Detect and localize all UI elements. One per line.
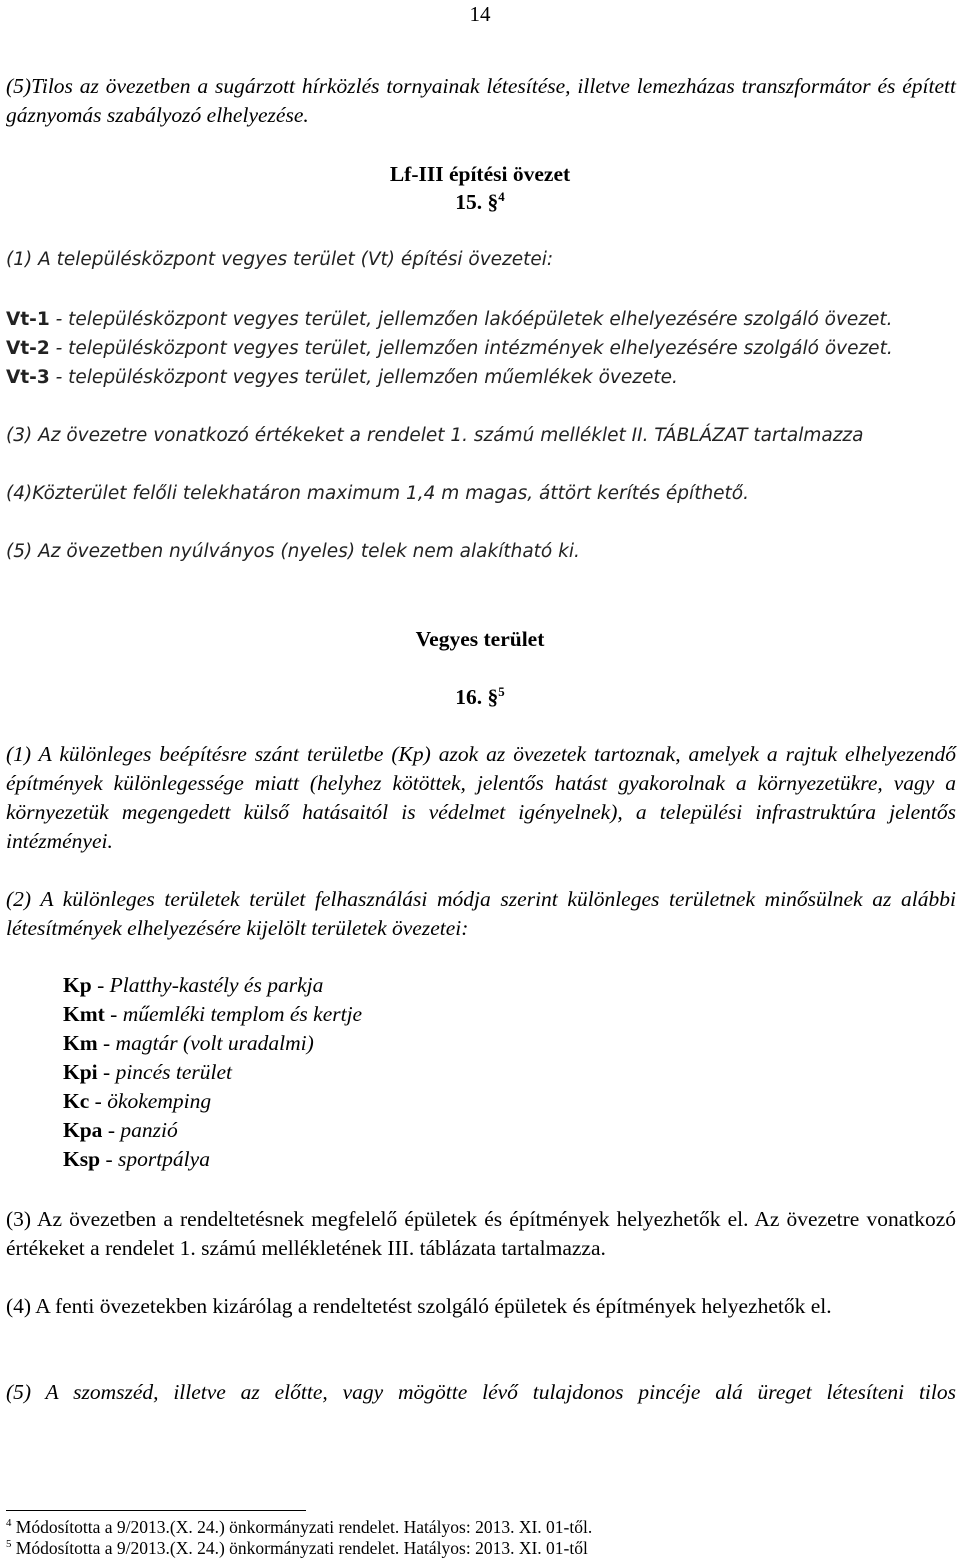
zone-item [63,1087,362,1116]
paragraph-s15-4: (4)Közterület felőli telekhatáron maximum 1,4 m magas, áttört kerítés építhető. [6,483,750,504]
vt-code: Vt-1 [6,309,50,330]
zone-code: Ksp [63,1147,101,1171]
zone-desc: - műemléki templom és kertje [104,1002,363,1026]
zone-desc: - Platthy-kastély és parkja [91,973,324,997]
vt-desc: - településközpont vegyes terület, jellemzően műemlékek övezete. [49,367,678,388]
footnote-4 [6,1516,592,1538]
zone-code: Kpa [63,1118,103,1142]
paragraph-s16-5: (5) A szomszéd, illetve az előtte, vagy mögötte lévő tulajdonos pincéje alá üreget létesíteni tilos [6,1380,956,1404]
section-16-heading [0,683,960,712]
vt-item [6,363,956,392]
heading-lf-iii: Lf-III építési övezet [389,162,571,186]
zone-desc: - sportpálya [100,1147,210,1171]
zone-item [63,1029,362,1058]
footnote-5 [6,1537,588,1559]
vt-list [6,305,956,392]
footnote-text: Módosította a 9/2013.(X. 24.) önkormányzati rendelet. Hatályos: 2013. XI. 01-től. [11,1517,593,1537]
vt-item [6,334,956,363]
paragraph-s15-1: (1) A településközpont vegyes terület (Vt) építési övezetei: [6,249,554,270]
section-15-heading [0,188,960,217]
vt-desc: - településközpont vegyes terület, jellemzően lakóépületek elhelyezésére szolgáló övezet. [49,309,893,330]
heading-vegyes-terulet: Vegyes terület [415,627,545,651]
paragraph-s14-5: (5)Tilos az övezetben a sugárzott hírközlés tornyainak létesítése, illetve lemezházas transzformátor és épített gáznyomás szabályozó elhelyezése. [6,74,956,127]
paragraph-s16-2: (2) A különleges területek terület felhasználási módja szerint különleges területnek minősülnek az alábbi létesítmények elhelyezésére kijelölt területek övezetei: [6,887,956,940]
zone-code: Kpi [63,1060,98,1084]
footnote-text: Módosította a 9/2013.(X. 24.) önkormányzati rendelet. Hatályos: 2013. XI. 01-től [11,1538,588,1558]
paragraph-s15-5: (5) Az övezetben nyúlványos (nyeles) telek nem alakítható ki. [6,541,580,562]
zone-desc: - magtár (volt uradalmi) [97,1031,314,1055]
footnote-separator [6,1510,306,1511]
paragraph-s16-3: (3) Az övezetben a rendeltetésnek megfelelő épületek és építmények helyezhetők el. Az övezetre vonatkozó értékeket a rendelet 1. számú mellékletének III. táblázata tartalmazza. [6,1207,956,1260]
footnote-ref-5[interactable]: 5 [498,684,505,699]
zone-item [63,1058,362,1087]
paragraph-s16-1: (1) A különleges beépítésre szánt területbe (Kp) azok az övezetek tartoznak, amelyek a rajtuk elhelyezendő építmények különlegessége miatt (helyhez kötöttek, jelentős hatást gyakorolnak a környezetükre, vagy a környezetük megengedett külső hatásaitól is védelmet igényelnek), a települési infrastruktúra jelentős intézményei. [6,742,956,853]
zone-item [63,1116,362,1145]
vt-code: Vt-2 [6,338,50,359]
footnote-ref-4[interactable]: 4 [498,189,505,204]
vt-item [6,305,956,334]
section-16-number: 16. § [455,685,499,709]
zone-code: Kp [63,973,92,997]
footnote-number: 5 [6,1538,12,1551]
zone-list [63,971,362,1174]
zone-code: Km [63,1031,98,1055]
zone-item [63,1145,362,1174]
footnote-number: 4 [6,1517,12,1530]
page-number: 14 [469,2,491,26]
zone-item [63,1000,362,1029]
zone-code: Kmt [63,1002,105,1026]
zone-desc: - pincés terület [97,1060,232,1084]
vt-code: Vt-3 [6,367,50,388]
zone-desc: - panzió [102,1118,178,1142]
vt-desc: - településközpont vegyes terület, jellemzően intézmények elhelyezésére szolgáló övezet. [49,338,893,359]
zone-item [63,971,362,1000]
zone-code: Kc [63,1089,90,1113]
zone-desc: - ökokemping [89,1089,212,1113]
section-15-number: 15. § [455,190,499,214]
paragraph-s15-3: (3) Az övezetre vonatkozó értékeket a rendelet 1. számú melléklet II. TÁBLÁZAT tartalmazza [6,425,864,446]
paragraph-s16-4: (4) A fenti övezetekben kizárólag a rendeltetést szolgáló épületek és építmények helyezhetők el. [6,1294,832,1318]
